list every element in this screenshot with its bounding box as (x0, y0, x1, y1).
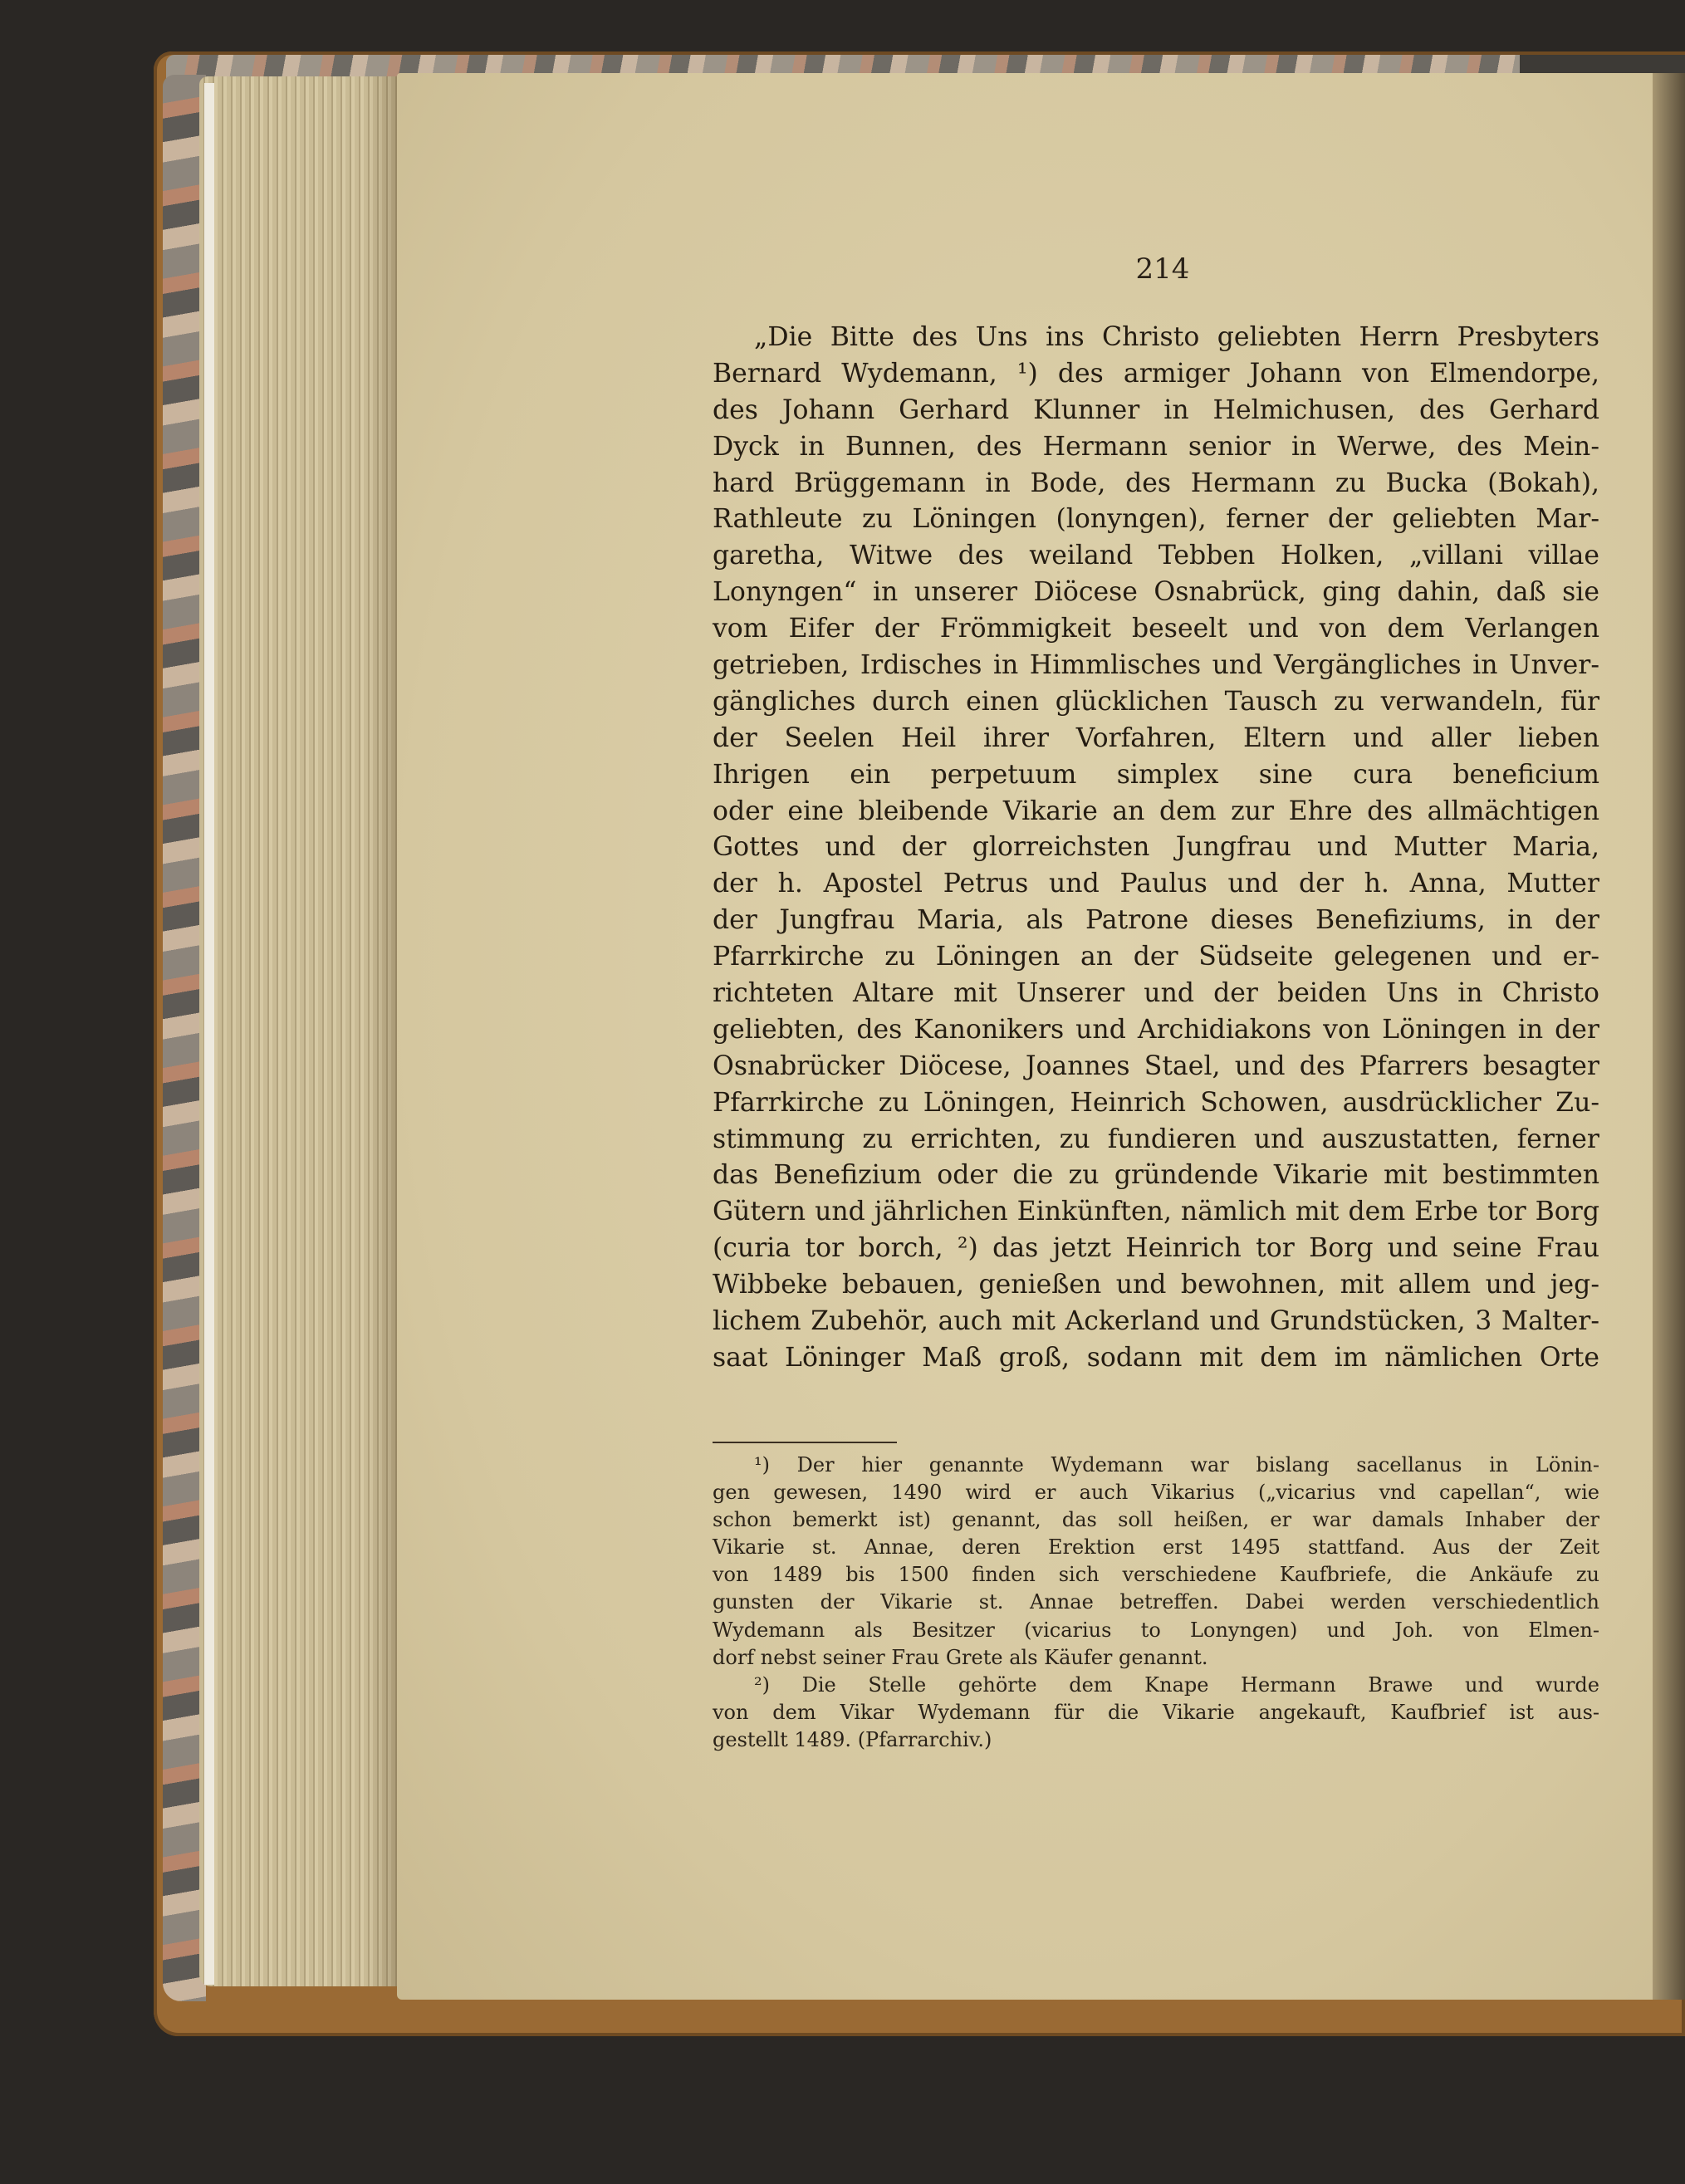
body-line: oder eine bleibende Vikarie an dem zur Ehre des allmächtigen (713, 796, 1599, 826)
body-line: Bernard Wydemann, ¹) des armiger Johann von Elmendorpe, (713, 358, 1599, 389)
body-line: richteten Altare mit Unserer und der beiden Uns in Christo (713, 978, 1599, 1009)
footnote-line: ¹) Der hier genannte Wydemann war bislang sacellanus in Lönin- (754, 1453, 1599, 1476)
body-line: hard Brüggemann in Bode, des Hermann zu Bucka (Bokah), (713, 468, 1599, 498)
body-line: vom Eifer der Frömmigkeit beseelt und von dem Verlangen (713, 614, 1599, 644)
body-line: das Benefizium oder die zu gründende Vikarie mit bestimmten (713, 1160, 1599, 1191)
body-line: geliebten, des Kanonikers und Archidiakons von Löningen in der (713, 1014, 1599, 1045)
footnote-rule (713, 1442, 897, 1443)
page-edge-highlight (204, 83, 214, 1985)
body-line: Pfarrkirche zu Löningen an der Südseite gelegenen und er- (713, 942, 1599, 972)
body-line: Gottes und der glorreichsten Jungfrau und Mutter Maria, (713, 832, 1599, 863)
footnote-line: Vikarie st. Annae, deren Erektion erst 1495 stattfand. Aus der Zeit (713, 1535, 1599, 1560)
body-line: gängliches durch einen glücklichen Tausch zu verwandeln, für (713, 686, 1599, 717)
footnote-line: ²) Die Stelle gehörte dem Knape Hermann Brawe und wurde (754, 1672, 1599, 1697)
footnote-line: gunsten der Vikarie st. Annae betreffen. Dabei werden verschiedentlich (713, 1590, 1599, 1614)
footnote-line: gestellt 1489. (Pfarrarchiv.) (713, 1727, 992, 1751)
body-line: stimmung zu errichten, zu fundieren und auszustatten, ferner (713, 1124, 1599, 1154)
footnote-line: Wydemann als Besitzer (vicarius to Lonyngen) und Joh. von Elmen- (713, 1618, 1599, 1642)
body-line: getrieben, Irdisches in Himmlisches und Vergängliches in Unver- (713, 650, 1599, 681)
body-line: (curia tor borch, ²) das jetzt Heinrich tor Borg und seine Frau (713, 1233, 1599, 1264)
body-line: des Johann Gerhard Klunner in Helmichusen, des Gerhard (713, 394, 1599, 425)
footnotes (713, 1452, 1599, 1754)
body-line: Gütern und jährlichen Einkünften, nämlich mit dem Erbe tor Borg (713, 1197, 1599, 1227)
body-line: Rathleute zu Löningen (lonyngen), ferner der geliebten Mar- (713, 504, 1599, 535)
body-line: Lonyngen“ in unserer Diöcese Osnabrück, ging dahin, daß sie (713, 577, 1599, 608)
body-line: saat Löninger Maß groß, sodann mit dem im nämlichen Orte (713, 1342, 1599, 1373)
body-line: Pfarrkirche zu Löningen, Heinrich Schowen, ausdrücklicher Zu- (713, 1087, 1599, 1118)
footnote-line: dorf nebst seiner Frau Grete als Käufer genannt. (713, 1645, 1208, 1669)
body-line: der Seelen Heil ihrer Vorfahren, Eltern und aller lieben (713, 722, 1599, 753)
body-line: Osnabrücker Diöcese, Joannes Stael, und des Pfarrers besagter (713, 1050, 1599, 1081)
body-line: lichem Zubehör, auch mit Ackerland und Grundstücken, 3 Malter- (713, 1306, 1599, 1337)
footnote-line: von dem Vikar Wydemann für die Vikarie angekauft, Kaufbrief ist aus- (713, 1700, 1599, 1724)
body-line: Dyck in Bunnen, des Hermann senior in Werwe, des Mein- (713, 431, 1599, 462)
body-text (713, 320, 1599, 1377)
body-line: Ihrigen ein perpetuum simplex sine cura beneficium (713, 759, 1599, 790)
page-number: 214 (1135, 252, 1190, 286)
footnote-line: von 1489 bis 1500 finden sich verschiedene Kaufbriefe, die Ankäufe zu (713, 1563, 1599, 1587)
footnote-line: schon bemerkt ist) genannt, das soll heißen, er war damals Inhaber der (713, 1508, 1599, 1532)
footnote-line: gen gewesen, 1490 wird er auch Vikarius („vicarius vnd capellan“, wie (713, 1481, 1599, 1505)
page-gutter (1653, 73, 1685, 2000)
body-line: garetha, Witwe des weiland Tebben Holken, „villani villae (713, 541, 1599, 571)
body-line: der h. Apostel Petrus und Paulus und der h. Anna, Mutter (713, 869, 1599, 899)
body-line: „Die Bitte des Uns ins Christo geliebten Herrn Presbyters (754, 322, 1599, 352)
body-line: Wibbeke bebauen, genießen und bewohnen, mit allem und jeg- (713, 1270, 1599, 1300)
body-line: der Jungfrau Maria, als Patrone dieses Benefiziums, in der (713, 905, 1599, 936)
